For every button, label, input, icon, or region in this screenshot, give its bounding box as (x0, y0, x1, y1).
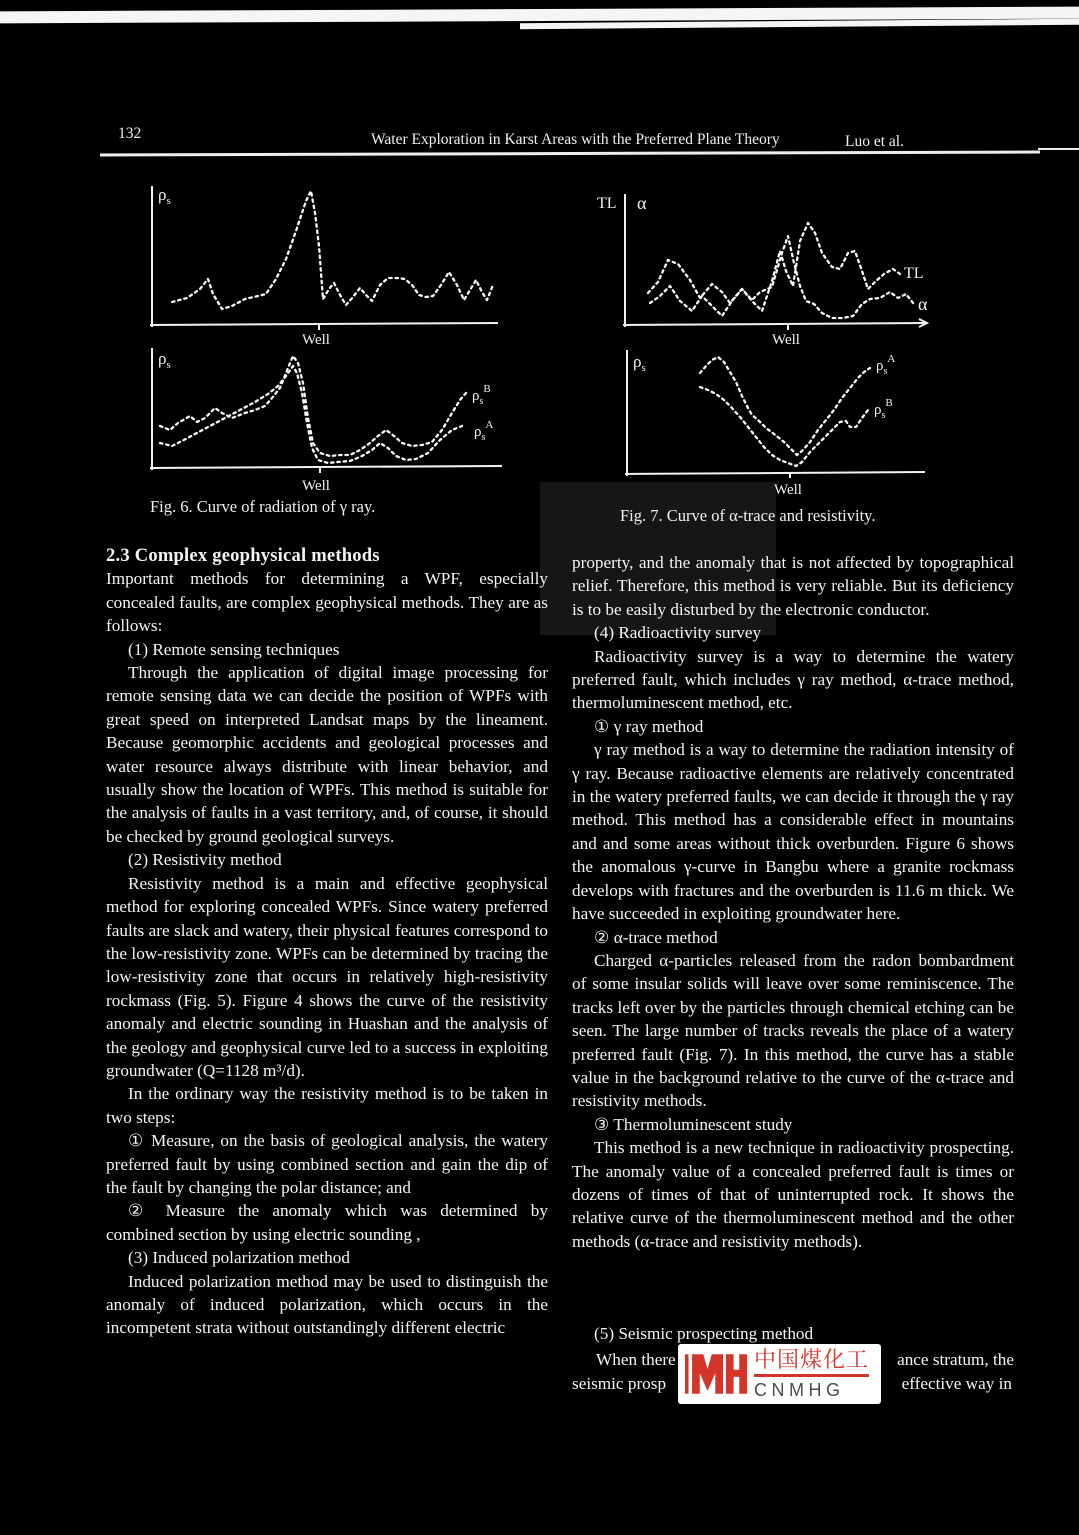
paragraph: (1) Remote sensing techniques (128, 639, 340, 659)
fig7-tl-alpha-panel (595, 186, 940, 348)
paragraph: property, and the anomaly that is not affected by topographical relief. Therefore, this method is very reliable. But its deficiency is to be easily disturbed by the electronic conductor. (572, 553, 1014, 619)
tl-axis-label: TL (597, 195, 617, 212)
x-axis-label: Well (302, 478, 330, 494)
paragraph: In the ordinary way the resistivity method is to be taken in two steps: (106, 1084, 548, 1127)
fig6-resistivity-panel (142, 338, 512, 498)
rho-b-label: $\rho_s^B$ (472, 383, 491, 407)
paragraph: (3) Induced polarization method (128, 1248, 350, 1268)
x-axis (150, 466, 502, 468)
x-axis (623, 323, 925, 325)
fig6-caption: Fig. 6. Curve of radiation of γ ray. (150, 497, 376, 516)
tl-curve-label: TL (904, 265, 924, 282)
header-rule (100, 151, 1040, 156)
x-axis (150, 323, 498, 325)
paragraph: ② α-trace method (594, 927, 718, 947)
watermark-cnmhg (678, 1344, 881, 1404)
x-axis-label: Well (774, 482, 802, 498)
paragraph: (2) Resistivity method (128, 850, 282, 870)
watermark-latin-text: CNMHG (754, 1379, 845, 1400)
paragraph: γ ray method is a way to determine the radiation intensity of γ ray. Because radioactive elements are relatively concentrated in the watery preferred faults, we can decide it through the γ ray method. This method has a considerable effect in mountains and and some areas without thick overburden. Figure 6 shows the anomalous γ-curve in Bangbu where a granite rockmass develops with fractures and the overburden is 11.6 m thick. We have succeeded in exploiting groundwater here. (572, 740, 1014, 924)
text-fragment: ance stratum, the (897, 1350, 1014, 1370)
x-axis-label: Well (772, 332, 800, 348)
paragraph: ① Measure, on the basis of geological analysis, the watery preferred fault by using combined section and gain the dip of the fault by changing the polar distance; and (106, 1131, 548, 1197)
watermark-text-block (754, 1344, 869, 1404)
paragraph: ③ Thermoluminescent study (594, 1114, 793, 1134)
page-number: 132 (118, 125, 142, 142)
alpha-curve (648, 236, 913, 318)
paragraph: Induced polarization method may be used to distinguish the anomaly of induced polarization, which occurs in the incompetent strata without outstandingly different electric (106, 1271, 548, 1338)
paragraph: ② Measure the anomaly which was determined by combined section by using electric sounding , (106, 1201, 548, 1244)
rho-b-label: $\rho_s^B$ (874, 397, 893, 421)
header-authors: Luo et al. (845, 133, 904, 150)
alpha-curve-label: α (918, 294, 928, 314)
rho-b-curve (160, 356, 466, 456)
x-axis-label: Well (302, 332, 330, 346)
watermark-underline (754, 1374, 869, 1377)
rho-a-label: $\rho_s^A$ (474, 419, 494, 443)
paragraph: (5) Seismic prospecting method (594, 1324, 814, 1343)
left-column (106, 544, 548, 1396)
tl-curve (650, 223, 900, 316)
paragraph: Important methods for determining a WPF, especially concealed faults, are complex geophysical methods. They are as follows: (106, 569, 548, 636)
paragraph: Radioactivity survey is a way to determine the watery preferred fault, which includes γ ray method, α-trace method, thermoluminescent method, etc. (572, 646, 1014, 713)
y-axis-label: $\rho_s$ (158, 349, 171, 371)
text-fragment: seismic prosp (572, 1374, 667, 1394)
y-axis-label: $\rho_s$ (633, 352, 646, 374)
paragraph: Charged α-particles released from the radon bombardment of some insular solids will leave over some reminiscence. The tracks left over by the particles through chemical etching can be seen. The large number of tracks reveals the place of a watery preferred fault (Fig. 7). In this method, the curve has a stable value in the background relative to the curve of the α-trace and resistivity methods. (572, 950, 1014, 1111)
rho-a-curve (160, 366, 462, 463)
section-heading: 2.3 Complex geophysical methods (106, 545, 380, 566)
rho-a-label: $\rho_s^A$ (876, 353, 896, 377)
paragraph: This method is a new technique in radioactivity prospecting. The anomaly value of a concealed preferred fault is times or dozens of times of that of uninterrupted rock. It shows the relative curve of the thermoluminescent method and the other methods (α-trace and resistivity methods). (572, 1138, 1014, 1251)
fig7-caption: Fig. 7. Curve of α-trace and resistivity. (620, 506, 876, 525)
text-fragment: effective way in (901, 1374, 1012, 1394)
header-title: Water Exploration in Karst Areas with the Preferred Plane Theory (371, 131, 780, 148)
right-column (572, 551, 1014, 1322)
text-fragment: When there (596, 1350, 676, 1370)
paragraph: Through the application of digital image processing for remote sensing data we can decide the position of WPFs with great speed on interpreted Landsat maps by the lineament. Because geomorphic accidents and geological processes and water resource always distribute with linear behavior, and usually show the location of WPFs. This method is suitable for the analysis of faults in a vast territory, and, of course, it should be checked by ground geological surveys. (106, 663, 548, 846)
rho-a-curve (700, 357, 870, 455)
gamma-ray-curve (172, 191, 493, 309)
paragraph: ① γ ray method (594, 716, 704, 736)
watermark-chinese-text: 中国煤化工 (754, 1348, 870, 1373)
fig6-gamma-curve-panel (142, 176, 507, 346)
alpha-axis-label: α (637, 193, 647, 213)
rho-b-curve (700, 387, 868, 466)
paragraph: (4) Radioactivity survey (594, 623, 762, 643)
x-axis (625, 472, 925, 474)
cnmhg-logo-icon (685, 1347, 747, 1401)
header-rule-right (1038, 148, 1079, 150)
fig7-resistivity-panel (600, 342, 940, 500)
y-axis-label: $\rho_s$ (158, 185, 171, 207)
paragraph: Resistivity method is a main and effective geophysical method for exploring concealed WPFs. Since watery preferred faults are slack and watery, their physical features correspond to the low-resistivity zone. WPFs can be determined by tracing the low-resistivity zone that occurs in relatively high-resistivity rockmass (Fig. 5). Figure 4 shows the curve of the resistivity anomaly and electric sounding in Huashan and the analysis of the geology and geophysical curve led to a success in exploiting groundwater (Q=1128 m³/d). (106, 873, 548, 1080)
